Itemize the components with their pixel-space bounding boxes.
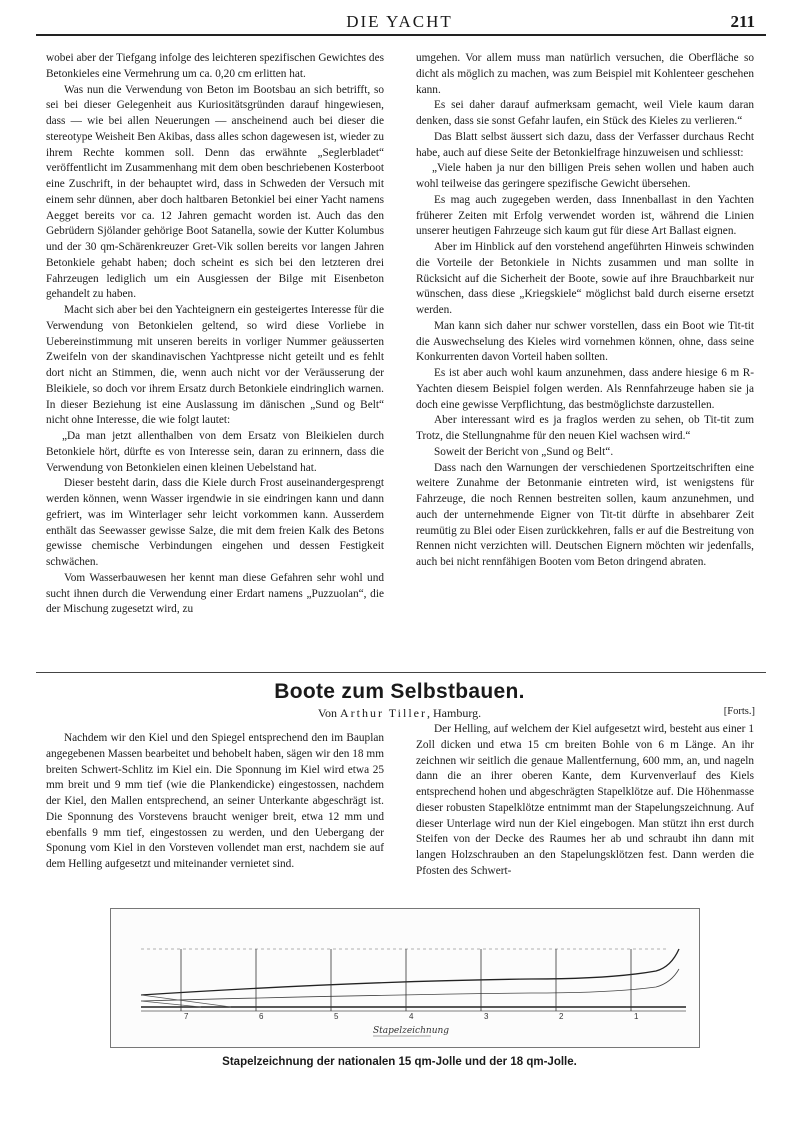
- station-number: 4: [409, 1012, 414, 1021]
- drawing-label: Stapelzeichnung: [373, 1026, 450, 1036]
- station-number: 1: [634, 1012, 639, 1021]
- station-number: 3: [484, 1012, 489, 1021]
- keel-curve: [141, 949, 679, 995]
- paragraph: Macht sich aber bei den Yachteignern ein gesteigertes Interesse für die Verwendung von Betonkielen geltend, so wird diese Vorliebe in Uebereinstimmung mit unseren bereits in vorliger Nummer geäusserten Zweifeln von der skandinavischen Yachtpresse nicht geteilt und es fehlt dort nicht an Stimmen, die, wenn auch nicht vor der Veräusserung der Bleikiele, so doch vor ihrem Ersatz durch Betonkiele eindringlich warnen. In dieser Beziehung ist eine Auslassung im dänischen „Sund og Belt“ nicht ohne Interesse, die wie folgt lautet:: [46, 304, 384, 427]
- paragraph: Es sei daher darauf aufmerksam gemacht, weil Viele kaum daran denken, dass sie sonst Gefahr laufen, ein Stück des Kieles zu verlieren.“: [416, 99, 754, 127]
- paragraph: Es ist aber auch wohl kaum anzunehmen, dass andere hiesige 6 m R-Yachten diesem Beispiel folgen werden. Als Rennfahrzeuge haben sie ja doch eine gewisse Verpflichtung, das bestmöglichste darzustellen.: [416, 367, 754, 411]
- page-header: [0, 12, 799, 34]
- paragraph: Vom Wasserbauwesen her kennt man diese Gefahren sehr wohl und sucht ihnen durch die Verwendung einer Erdart namens „Puzzuolan“, die der Mischung zugesetzt wird, zu: [46, 571, 384, 616]
- paragraph: Es mag auch zugegeben werden, dass Innenballast in den Yachten früherer Zeiten mit Erfolg verwendet worden ist, während die Linien unserer heutigen Fahrzeuge sich kaum gut für diese Art Ballast eignen.: [416, 193, 754, 238]
- continued-marker: [Forts.]: [723, 706, 755, 717]
- station-number: 6: [259, 1012, 264, 1021]
- left-column-top: [46, 51, 384, 618]
- right-column-top: [416, 51, 754, 571]
- right-column-bottom: [416, 722, 754, 880]
- article-title: Boote zum Selbstbauen.: [274, 680, 525, 703]
- paragraph: wobei aber der Tiefgang infolge des leichteren spezifischen Gewichtes des Betonkieles eine Vermehrung um ca. 0,20 cm erlitten hat.: [46, 52, 384, 80]
- paragraph: Dass nach den Warnungen der verschiedenen Sportzeitschriften eine weitere Zunahme der Betonmanie eintreten wird, ist wenigstens für Fahrzeuge, die noch Rennen bestreiten sollen, kaum anzunehmen, und auch der unternehmende Eigner von Tit-tit dürfte in absehbarer Zeit reumütig zu Blei oder Eisen zurückkehren, falls er auf die Bestreitung von Rennen nicht verzichten will. Deutschen Eignern möchten wir jedenfalls, auch bei nicht rennfähigen Booten vom Beton dringend abraten.: [416, 461, 754, 568]
- keel-underside-curve: [141, 969, 679, 1001]
- author-name: Arthur Tiller: [340, 706, 428, 720]
- section-divider: [36, 672, 766, 673]
- paragraph: Was nun die Verwendung von Beton im Bootsbau an sich betrifft, so sei bei dieser Gelegenheit aus Kuriositätsgründen darauf hingewiesen, dass — wie bei allen Neuerungen — anscheinend auch bei dieser die stereotype Weisheit Ben Akibas, dass alles schon dagewesen ist, wieder zu ihrem Rechte kommen soll. Denn das erwähnte „Seglerbladet“ veröffentlicht im Zusammenhang mit dem oben beschriebenen Kosterboot eine Zuschrift, in der behauptet wird, dass in Schweden der Versuch mit einem sehr dünnen, aber doch haltbaren Betonkiel bei einer Yacht namens Aegget bereits vor ca. 12 Jahren gemacht worden ist. Auch das den Gebrüdern Sjölander gehörige Boot Satanella, sowie der Kutter Kolumbus und der 30 qm-Schärenkreuzer Gret-Vik sollen bereits vor langen Jahren Betonkiele gehabt haben; doch scheint es sich bei den letzteren drei Fahrzeugen lediglich um ein Ausgiessen der Bilge mit Eisenbeton gehandelt zu haben.: [46, 83, 384, 301]
- figure-caption: Stapelzeichnung der nationalen 15 qm-Jolle und der 18 qm-Jolle.: [222, 1056, 577, 1068]
- left-column-bottom: [46, 731, 384, 873]
- quote-paragraph: „Viele haben ja nur den billigen Preis sehen wollen und haben auch wohl teilweise das geringere spezifische Gewicht übersehen.: [416, 162, 754, 190]
- page-number: 211: [730, 12, 755, 31]
- paragraph: Aber interessant wird es ja fraglos werden zu sehen, ob Tit-tit zum Trotz, die Stellungnahme für den neuen Kiel wachsen wird.“: [416, 414, 754, 442]
- paragraph: Nachdem wir den Kiel und den Spiegel entsprechend den im Bauplan angegebenen Massen bearbeitet und behobelt haben, sägen wir den 18 mm breiten Schwert-Schlitz im Kiel ein. Die Sponnung im Kiel wird etwa 25 mm breit und 9 mm tief (wie die Plankendicke) eingestossen, nachdem der Kiel, den Mallen entsprechend, an seiner Unterkante abgeschrägt ist. Die Sponnung des Vorstevens braucht weniger breit, etwa 12 mm und ebenfalls 9 mm tief, eingestossen zu werden, und den Uebergang der Sponung vom Kiel in den Vorsteven vollendet man erst, nachdem sie auf dem Helling aufgesetzt und miteinander vernietet sind.: [46, 732, 384, 870]
- header-rule: [36, 34, 766, 36]
- paragraph: Das Blatt selbst äussert sich dazu, dass der Verfasser durchaus Recht habe, auch auf diese Seite der Betonkielfrage hinzuweisen und schliesst:: [416, 130, 754, 159]
- paragraph: Man kann sich daher nur schwer vorstellen, dass ein Boot wie Tit-tit die Auswechselung des Kieles wird vornehmen können, ohne, dass seine Konkurrenten davon Vorteil haben sollten.: [416, 319, 754, 364]
- byline-suffix: , Hamburg.: [427, 706, 482, 720]
- stapel-drawing-figure: [110, 908, 700, 1048]
- paragraph: Der Helling, auf welchem der Kiel aufgesetzt wird, besteht aus einer 1 Zoll dicken und etwa 15 cm breiten Bohle von 6 m Länge. An ihr zeichnen wir seitlich die genaue Mallentfernung, 600 mm, an, und nageln dann die an ihrer oberen Kante, dem Kurvenverlauf des Kiels entsprechend hohen und abgeschrägten Stapelklötze auf. Die Höhenmasse dieser robusten Stapelklötze entnimmt man der Stapelungszeichnung. Auf dieser Unterlage wird nun der Kiel eingebogen. Man stützt ihn erst durch Steifen von der Decke des Raumes her ab und schraubt ihn dann mit langen Holzschrauben an den Stapelungsklötzen fest. Dann werden die Pfosten des Schwert-: [416, 723, 754, 877]
- byline: [0, 706, 799, 721]
- byline-prefix: Von: [317, 706, 337, 720]
- paragraph: Soweit der Bericht von „Sund og Belt“.: [434, 445, 614, 458]
- quote-paragraph: „Da man jetzt allenthalben von dem Ersatz von Bleikielen durch Betonkiele hört, dürfte es von Interesse sein, daran zu erinnern, dass die Verwendung von Betonkielen einen kleinen Uebelstand hat.: [46, 430, 384, 474]
- station-number: 7: [184, 1012, 189, 1021]
- journal-title: DIE YACHT: [346, 12, 453, 31]
- station-lines: [181, 949, 631, 1011]
- station-number: 5: [334, 1012, 339, 1021]
- paragraph: Dieser besteht darin, dass die Kiele durch Frost auseinandergesprengt werden können, wenn Wasser irgendwie in sie eindringen kann und dann gefriert, was im Winterlager sehr leicht vorkommen kann. Ausserdem enthält das Seewasser gewisse Salze, die mit dem freien Kalk des Betons gewisse chemische Verbindungen eingehen und dessen Festigkeit schwächen.: [46, 477, 384, 568]
- station-number: 2: [559, 1012, 564, 1021]
- paragraph: Aber im Hinblick auf den vorstehend angeführten Hinweis schwinden die Vorteile der Betonkiele in Nichts zusammen und man sollte in Rücksicht auf die Sicherheit der Boote, sowie auf ihre Brauchbarkeit nur wünschen, dass diese „Kriegskiele“ möglichst bald durch eiserne ersetzt werden.: [416, 241, 754, 316]
- paragraph: umgehen. Vor allem muss man natürlich versuchen, die Oberfläche so dicht als möglich zu machen, was zum Beispiel mit Kohlenteer geschehen kann.: [416, 52, 754, 96]
- station-numbers: [184, 1012, 639, 1021]
- stapel-drawing: [111, 909, 699, 1047]
